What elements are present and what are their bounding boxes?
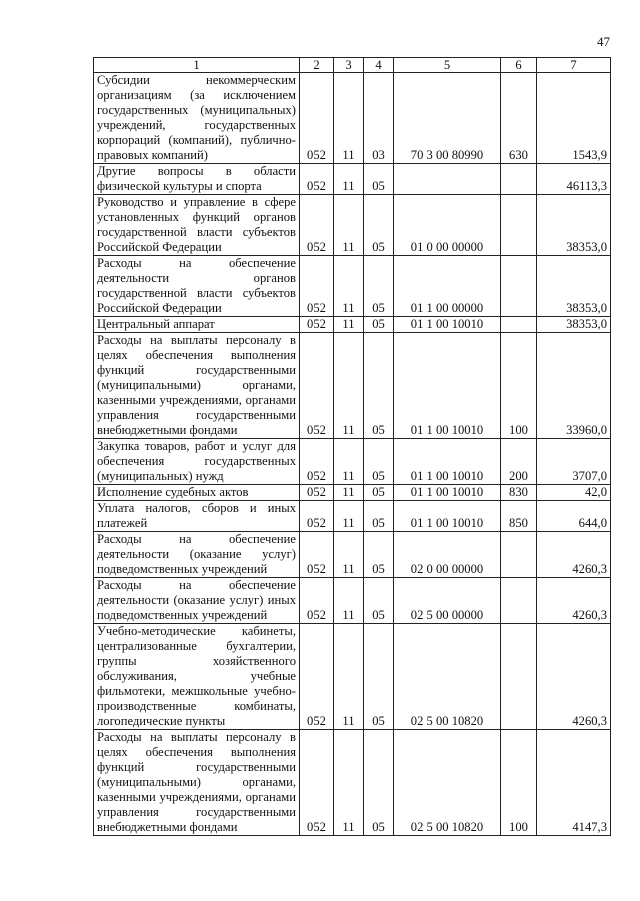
cell-col7: 38353,0 [537,317,611,333]
row-name: Другие вопросы в области физической культуры и спорта [94,164,300,195]
cell-col5: 01 1 00 00000 [394,256,501,317]
table-row [94,195,611,256]
cell-col4: 05 [364,317,394,333]
table-row [94,256,611,317]
cell-col3: 11 [334,439,364,485]
cell-col7: 38353,0 [537,195,611,256]
column-header: 1 [94,58,300,73]
cell-col4: 05 [364,195,394,256]
cell-col2: 052 [300,501,334,532]
cell-col4: 05 [364,439,394,485]
cell-col7: 46113,3 [537,164,611,195]
cell-col2: 052 [300,73,334,164]
cell-col4: 05 [364,485,394,501]
cell-col5: 70 3 00 80990 [394,73,501,164]
column-header: 7 [537,58,611,73]
column-header: 3 [334,58,364,73]
cell-col2: 052 [300,730,334,836]
cell-col2: 052 [300,164,334,195]
table-row [94,578,611,624]
cell-col2: 052 [300,256,334,317]
cell-col4: 03 [364,73,394,164]
cell-col3: 11 [334,501,364,532]
row-name: Закупка товаров, работ и услуг для обеспечения государственных (муниципальных) нужд [94,439,300,485]
row-name: Расходы на обеспечение деятельности (оказание услуг) подведомственных учреждений [94,532,300,578]
cell-col7: 4147,3 [537,730,611,836]
cell-col4: 05 [364,256,394,317]
cell-col2: 052 [300,317,334,333]
cell-col7: 644,0 [537,501,611,532]
row-name: Исполнение судебных актов [94,485,300,501]
cell-col5: 02 5 00 00000 [394,578,501,624]
row-name: Уплата налогов, сборов и иных платежей [94,501,300,532]
cell-col7: 42,0 [537,485,611,501]
cell-col5: 01 1 00 10010 [394,333,501,439]
cell-col3: 11 [334,195,364,256]
table-row [94,485,611,501]
cell-col3: 11 [334,730,364,836]
cell-col6 [501,624,537,730]
column-header: 6 [501,58,537,73]
cell-col5: 02 0 00 00000 [394,532,501,578]
cell-col6 [501,164,537,195]
column-header: 4 [364,58,394,73]
cell-col5: 01 1 00 10010 [394,439,501,485]
cell-col7: 1543,9 [537,73,611,164]
table-row [94,317,611,333]
cell-col2: 052 [300,532,334,578]
cell-col6 [501,532,537,578]
cell-col6: 100 [501,730,537,836]
cell-col6: 100 [501,333,537,439]
cell-col6: 830 [501,485,537,501]
cell-col6: 200 [501,439,537,485]
row-name: Расходы на обеспечение деятельности органов государственной власти субъектов Российской Федерации [94,256,300,317]
table-row [94,73,611,164]
cell-col7: 4260,3 [537,624,611,730]
table-row [94,439,611,485]
cell-col7: 38353,0 [537,256,611,317]
cell-col3: 11 [334,578,364,624]
row-name: Расходы на выплаты персоналу в целях обеспечения выполнения функций государственными (муниципальными) органами, казенными учреждениями, органами управления государственными внебюджетными фондами [94,730,300,836]
cell-col4: 05 [364,578,394,624]
cell-col5: 02 5 00 10820 [394,730,501,836]
column-header: 5 [394,58,501,73]
cell-col3: 11 [334,333,364,439]
cell-col5 [394,164,501,195]
row-name: Расходы на обеспечение деятельности (оказание услуг) иных подведомственных учреждений [94,578,300,624]
cell-col3: 11 [334,73,364,164]
cell-col6 [501,578,537,624]
cell-col6: 630 [501,73,537,164]
cell-col3: 11 [334,485,364,501]
cell-col3: 11 [334,164,364,195]
cell-col7: 4260,3 [537,532,611,578]
cell-col3: 11 [334,624,364,730]
row-name: Учебно-методические кабинеты, централизованные бухгалтерии, группы хозяйственного обслуживания, учебные фильмотеки, межшкольные учебно-производственные комбинаты, логопедические пункты [94,624,300,730]
cell-col3: 11 [334,532,364,578]
cell-col6: 850 [501,501,537,532]
cell-col4: 05 [364,730,394,836]
cell-col4: 05 [364,532,394,578]
cell-col7: 3707,0 [537,439,611,485]
cell-col2: 052 [300,333,334,439]
cell-col4: 05 [364,501,394,532]
cell-col5: 01 1 00 10010 [394,317,501,333]
table-row [94,501,611,532]
table-row [94,164,611,195]
cell-col6 [501,256,537,317]
cell-col5: 02 5 00 10820 [394,624,501,730]
table-row [94,730,611,836]
cell-col4: 05 [364,333,394,439]
cell-col4: 05 [364,164,394,195]
cell-col7: 33960,0 [537,333,611,439]
cell-col2: 052 [300,624,334,730]
table-row [94,333,611,439]
cell-col4: 05 [364,624,394,730]
cell-col2: 052 [300,578,334,624]
table-row [94,532,611,578]
column-header: 2 [300,58,334,73]
header-row [94,58,611,73]
cell-col7: 4260,3 [537,578,611,624]
cell-col2: 052 [300,439,334,485]
budget-table [93,57,611,836]
cell-col5: 01 1 00 10010 [394,501,501,532]
cell-col2: 052 [300,195,334,256]
cell-col5: 01 1 00 10010 [394,485,501,501]
cell-col5: 01 0 00 00000 [394,195,501,256]
row-name: Субсидии некоммерческим организациям (за исключением государственных (муниципальных) учреждений, государственных корпораций (компаний), публично-правовых компаний) [94,73,300,164]
row-name: Центральный аппарат [94,317,300,333]
cell-col2: 052 [300,485,334,501]
cell-col6 [501,317,537,333]
table-row [94,624,611,730]
page-number: 47 [597,34,610,49]
row-name: Расходы на выплаты персоналу в целях обеспечения выполнения функций государственными (муниципальными) органами, казенными учреждениями, органами управления государственными внебюджетными фондами [94,333,300,439]
row-name: Руководство и управление в сфере установленных функций органов государственной власти субъектов Российской Федерации [94,195,300,256]
cell-col3: 11 [334,256,364,317]
cell-col6 [501,195,537,256]
cell-col3: 11 [334,317,364,333]
